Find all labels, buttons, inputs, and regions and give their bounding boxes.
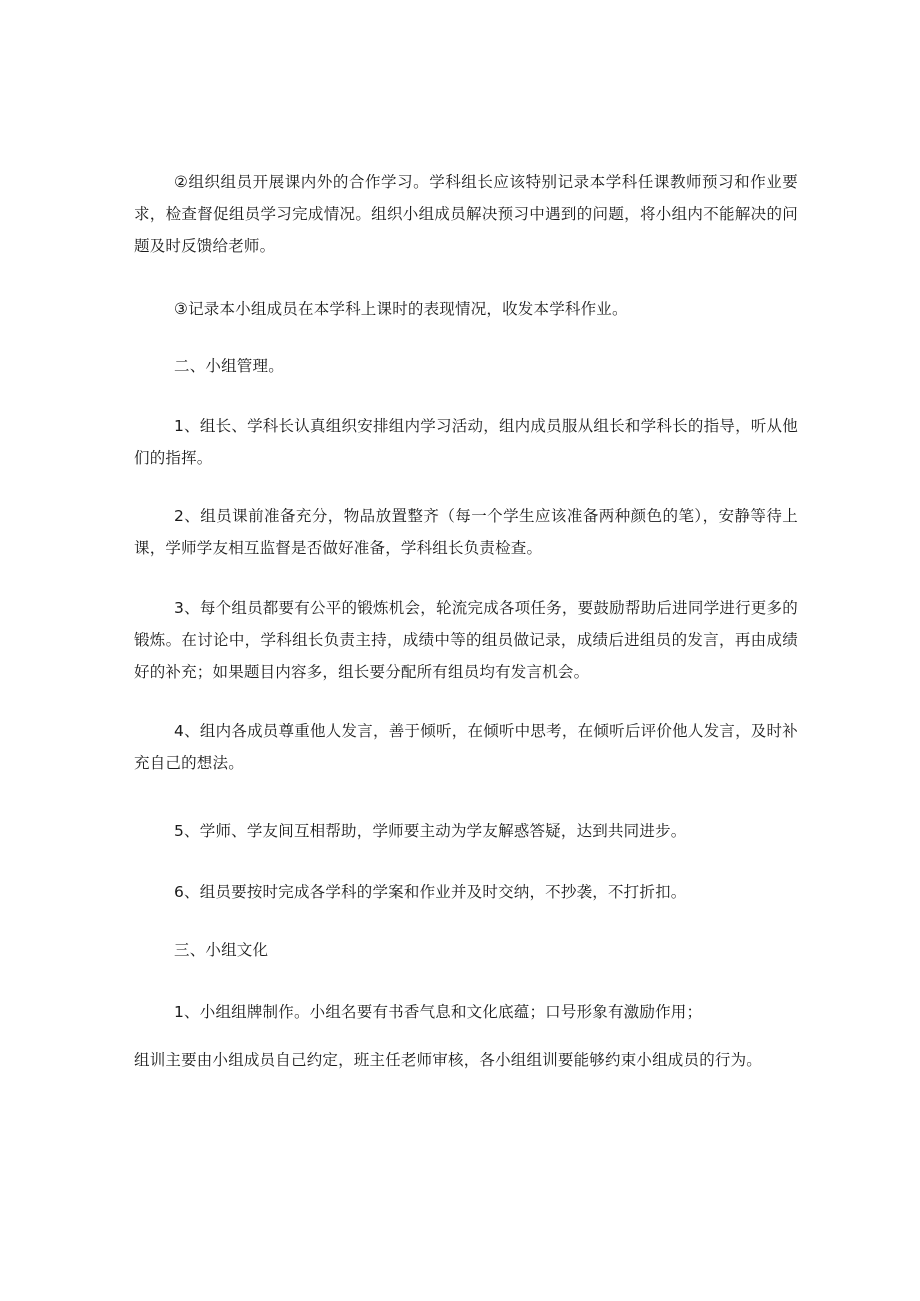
paragraph-item-5: 5、学师、学友间互相帮助，学师要主动为学友解惑答疑，达到共同进步。 — [174, 822, 687, 840]
paragraph-group-motto: 组训主要由小组成员自己约定，班主任老师审核，各小组组训要能够约束小组成员的行为。 — [134, 1051, 763, 1069]
paragraph-item-3: 3、每个组员都要有公平的锻炼机会，轮流完成各项任务，要鼓励帮助后进同学进行更多的锻炼。在讨论中，学科组长负责主持，成绩中等的组员做记录，成绩后进组员的发言，再由成绩好的补充；如果题目内容多，组长要分配所有组员均有发言机会。 — [134, 599, 798, 681]
paragraph-item-1: 1、组长、学科长认真组织安排组内学习活动，组内成员服从组长和学科长的指导，听从他们的指挥。 — [134, 417, 798, 467]
section-heading-group-culture: 三、小组文化 — [174, 941, 269, 959]
paragraph-record-performance: ③记录本小组成员在本学科上课时的表现情况，收发本学科作业。 — [174, 300, 628, 318]
paragraph-study-cooperation: ②组织组员开展课内外的合作学习。学科组长应该特别记录本学科任课教师预习和作业要求，检查督促组员学习完成情况。组织小组成员解决预习中遇到的问题，将小组内不能解决的问题及时反馈给老师。 — [134, 173, 798, 255]
section-heading-group-management: 二、小组管理。 — [174, 357, 284, 375]
paragraph-item-4: 4、组内各成员尊重他人发言，善于倾听，在倾听中思考，在倾听后评价他人发言，及时补充自己的想法。 — [134, 722, 798, 772]
paragraph-item-2: 2、组员课前准备充分，物品放置整齐（每一个学生应该准备两种颜色的笔），安静等待上课，学师学友相互监督是否做好准备，学科组长负责检查。 — [134, 507, 798, 557]
paragraph-item-6: 6、组员要按时完成各学科的学案和作业并及时交纳，不抄袭，不打折扣。 — [174, 883, 687, 901]
paragraph-culture-item-1: 1、小组组牌制作。小组名要有书香气息和文化底蕴；口号形象有激励作用； — [174, 1003, 703, 1021]
